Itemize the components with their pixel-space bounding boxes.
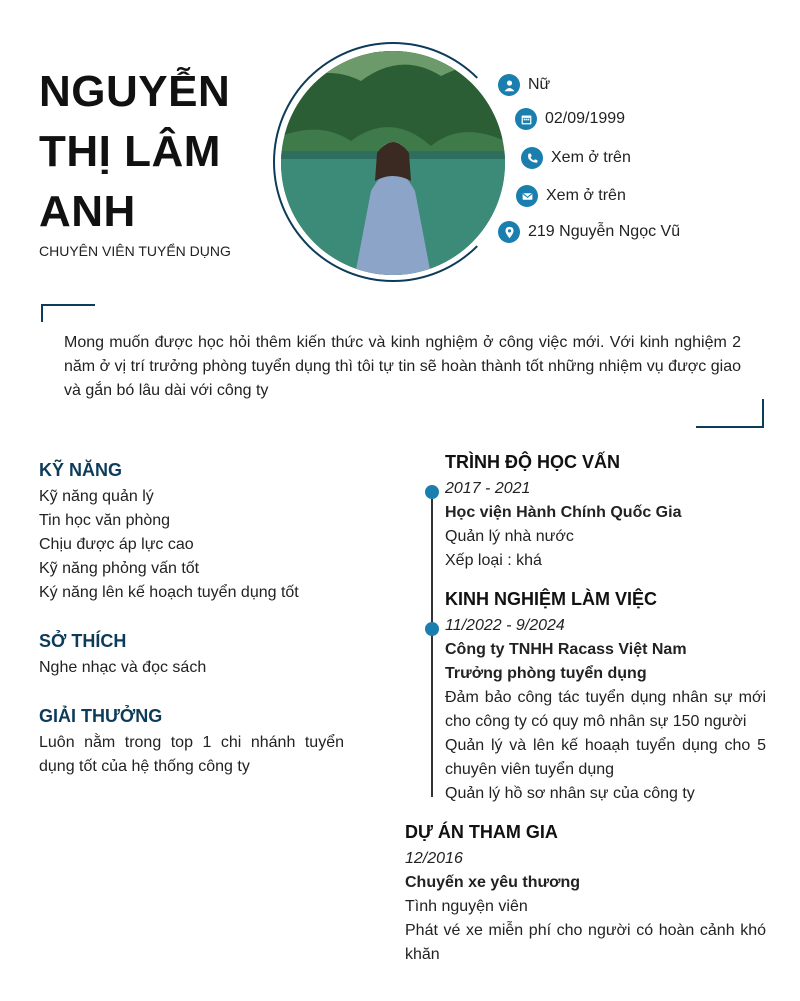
job-title: CHUYÊN VIÊN TUYỂN DỤNG [39, 243, 231, 259]
awards-heading: GIẢI THƯỞNG [39, 706, 163, 726]
phone-icon [521, 147, 543, 169]
skills-list [39, 485, 299, 605]
name-line-3: ANH [39, 187, 136, 236]
phone-value: Xem ở trên [551, 149, 631, 166]
location-pin-icon [498, 221, 520, 243]
education-school: Học viện Hành Chính Quốc Gia [445, 504, 682, 521]
list-item: Kỹ năng phỏng vấn tốt [39, 560, 200, 577]
career-objective: Mong muốn được học hỏi thêm kiến thức và kinh nghiệm ở công việc mới. Với kinh nghiệm 2 năm ở vị trí trưởng phòng tuyển dụng thì tôi tự tin sẽ hoàn thành tốt những nhiệm vụ được giao và gắn bó lâu dài với công ty [64, 334, 741, 399]
address-row [498, 221, 680, 243]
candidate-name [39, 62, 230, 242]
mail-icon [516, 185, 538, 207]
birthday-row [515, 108, 625, 130]
timeline-dot [425, 485, 439, 499]
calendar-icon [515, 108, 537, 130]
experience-duty: Quản lý hồ sơ nhân sự của công ty [445, 785, 695, 802]
phone-row [521, 147, 631, 169]
education-period: 2017 - 2021 [445, 480, 531, 497]
email-value: Xem ở trên [546, 187, 626, 204]
person-icon [498, 74, 520, 96]
address-value: 219 Nguyễn Ngọc Vũ [528, 223, 681, 240]
bracket-top-left [41, 304, 95, 322]
name-line-2: THỊ LÂM [39, 127, 221, 176]
list-item: Tin học văn phòng [39, 512, 171, 529]
education-grade: Xếp loại : khá [445, 552, 542, 569]
experience-entry [445, 614, 766, 806]
email-row [516, 185, 626, 207]
awards-text: Luôn nằm trong top 1 chi nhánh tuyển dụng tốt của hệ thống công ty [39, 734, 344, 775]
hobbies-heading: SỞ THÍCH [39, 631, 127, 651]
education-major: Quản lý nhà nước [445, 528, 574, 545]
experience-position: Trưởng phòng tuyển dụng [445, 665, 647, 682]
experience-duty: Đảm bảo công tác tuyển dụng nhân sự mới cho công ty có quy mô nhân sự 150 người [445, 689, 766, 730]
gender-row [498, 74, 550, 96]
projects-heading: DỰ ÁN THAM GIA [405, 822, 558, 842]
timeline-dot [425, 622, 439, 636]
gender-value: Nữ [528, 76, 551, 93]
skills-heading: KỸ NĂNG [39, 460, 123, 480]
experience-duty: Quản lý và lên kế hoaạh tuyển dụng cho 5 chuyên viên tuyển dụng [445, 737, 766, 778]
project-desc: Phát vé xe miễn phí cho người có hoàn cảnh khó khăn [405, 922, 766, 963]
list-item: Nghe nhạc và đọc sách [39, 659, 207, 676]
list-item: Chịu được áp lực cao [39, 536, 194, 553]
bracket-bottom-right [696, 399, 764, 428]
education-heading: TRÌNH ĐỘ HỌC VẤN [445, 452, 620, 472]
experience-period: 11/2022 - 9/2024 [445, 617, 565, 634]
experience-company: Công ty TNHH Racass Việt Nam [445, 641, 687, 658]
project-entry [405, 847, 766, 967]
list-item: Ký năng lên kế hoạch tuyển dụng tốt [39, 584, 299, 601]
experience-heading: KINH NGHIỆM LÀM VIỆC [445, 589, 658, 609]
timeline-line [431, 490, 433, 797]
birthday-value: 02/09/1999 [545, 110, 626, 127]
project-name: Chuyến xe yêu thương [405, 874, 580, 891]
list-item: Kỹ năng quản lý [39, 488, 154, 505]
education-entry [445, 477, 766, 573]
hobbies-list [39, 656, 206, 680]
profile-photo [281, 51, 505, 275]
name-line-1: NGUYỄN [39, 67, 231, 116]
project-role: Tình nguyện viên [405, 898, 528, 915]
project-period: 12/2016 [405, 850, 463, 867]
